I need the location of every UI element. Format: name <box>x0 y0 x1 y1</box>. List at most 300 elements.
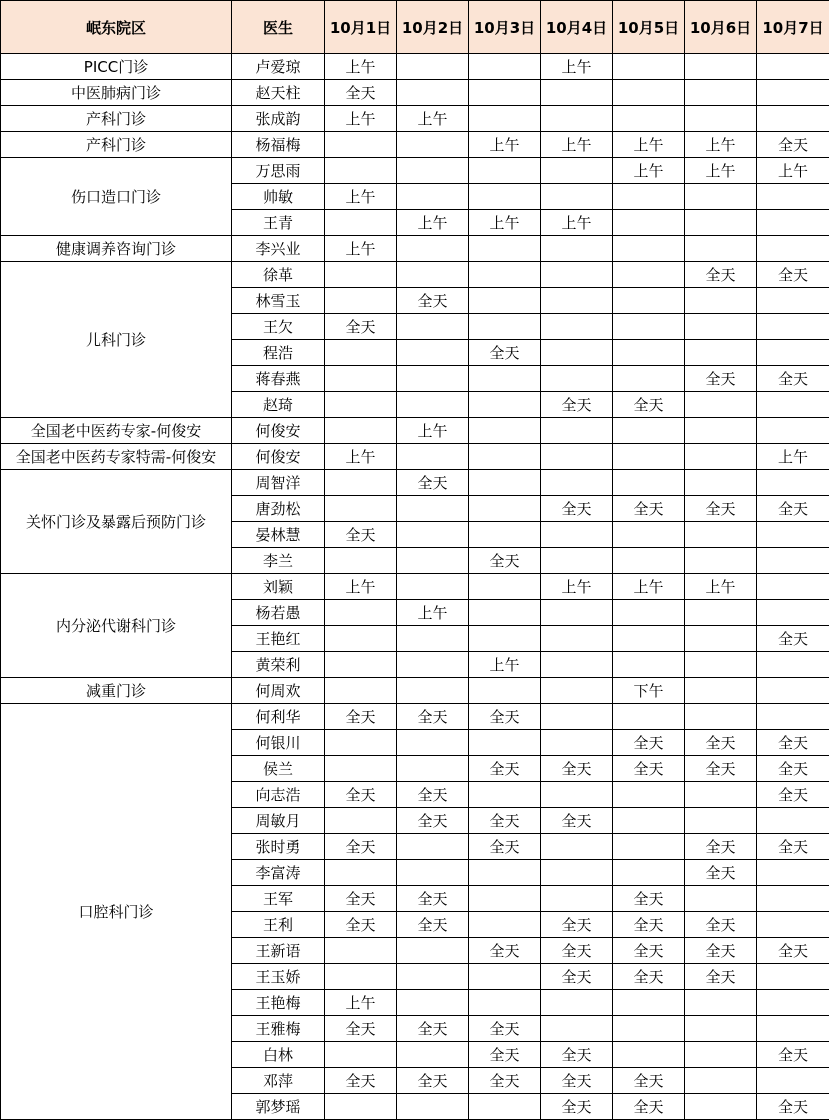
slot-cell <box>685 678 757 704</box>
slot-cell: 上午 <box>613 158 685 184</box>
slot-cell <box>685 470 757 496</box>
doctor-name-cell: 林雪玉 <box>232 288 325 314</box>
slot-cell <box>469 288 541 314</box>
slot-cell <box>469 184 541 210</box>
slot-cell <box>685 522 757 548</box>
slot-cell <box>613 366 685 392</box>
slot-cell <box>541 366 613 392</box>
slot-cell <box>397 938 469 964</box>
slot-cell: 全天 <box>541 756 613 782</box>
slot-cell <box>613 808 685 834</box>
slot-cell: 全天 <box>325 886 397 912</box>
slot-cell <box>325 470 397 496</box>
slot-cell <box>469 730 541 756</box>
slot-cell <box>469 912 541 938</box>
doctor-name-cell: 王欠 <box>232 314 325 340</box>
department-cell: 儿科门诊 <box>1 262 232 418</box>
slot-cell <box>325 756 397 782</box>
slot-cell <box>757 106 829 132</box>
slot-cell <box>613 834 685 860</box>
slot-cell: 全天 <box>325 1016 397 1042</box>
slot-cell <box>757 808 829 834</box>
slot-cell <box>469 522 541 548</box>
slot-cell <box>541 860 613 886</box>
slot-cell <box>325 1042 397 1068</box>
slot-cell <box>469 964 541 990</box>
doctor-name-cell: 何周欢 <box>232 678 325 704</box>
slot-cell: 上午 <box>325 444 397 470</box>
slot-cell <box>685 210 757 236</box>
slot-cell <box>541 314 613 340</box>
slot-cell: 全天 <box>757 834 829 860</box>
slot-cell <box>397 392 469 418</box>
doctor-name-cell: 黄荣利 <box>232 652 325 678</box>
slot-cell <box>325 262 397 288</box>
slot-cell <box>685 340 757 366</box>
table-row <box>1 574 829 600</box>
header-row <box>1 1 829 54</box>
header-date: 10月4日 <box>541 1 613 54</box>
slot-cell: 全天 <box>325 314 397 340</box>
doctor-name-cell: 张成韵 <box>232 106 325 132</box>
table-row <box>1 678 829 704</box>
slot-cell <box>397 80 469 106</box>
slot-cell: 全天 <box>325 1068 397 1094</box>
header-date: 10月5日 <box>613 1 685 54</box>
table-row <box>1 54 829 80</box>
slot-cell: 全天 <box>757 132 829 158</box>
slot-cell <box>325 652 397 678</box>
doctor-name-cell: 帅敏 <box>232 184 325 210</box>
slot-cell <box>397 158 469 184</box>
slot-cell <box>613 704 685 730</box>
slot-cell: 全天 <box>469 756 541 782</box>
slot-cell <box>613 522 685 548</box>
slot-cell: 上午 <box>325 574 397 600</box>
slot-cell <box>469 314 541 340</box>
slot-cell <box>397 626 469 652</box>
slot-cell <box>397 756 469 782</box>
department-cell: 内分泌代谢科门诊 <box>1 574 232 678</box>
slot-cell: 上午 <box>613 132 685 158</box>
slot-cell <box>685 444 757 470</box>
slot-cell: 全天 <box>541 1068 613 1094</box>
slot-cell <box>757 1068 829 1094</box>
slot-cell <box>757 54 829 80</box>
slot-cell <box>469 444 541 470</box>
slot-cell <box>541 834 613 860</box>
slot-cell <box>685 704 757 730</box>
slot-cell: 上午 <box>541 54 613 80</box>
header-date: 10月3日 <box>469 1 541 54</box>
slot-cell <box>685 548 757 574</box>
slot-cell <box>397 262 469 288</box>
slot-cell <box>325 808 397 834</box>
slot-cell <box>613 236 685 262</box>
slot-cell: 上午 <box>757 158 829 184</box>
slot-cell: 全天 <box>469 808 541 834</box>
slot-cell: 全天 <box>469 1016 541 1042</box>
slot-cell: 全天 <box>469 1068 541 1094</box>
doctor-name-cell: 周敏月 <box>232 808 325 834</box>
slot-cell <box>757 600 829 626</box>
slot-cell <box>397 366 469 392</box>
slot-cell: 全天 <box>613 886 685 912</box>
slot-cell <box>613 210 685 236</box>
doctor-name-cell: 王青 <box>232 210 325 236</box>
slot-cell: 下午 <box>613 678 685 704</box>
doctor-name-cell: 何银川 <box>232 730 325 756</box>
slot-cell: 全天 <box>325 782 397 808</box>
slot-cell <box>397 574 469 600</box>
slot-cell <box>325 366 397 392</box>
slot-cell: 全天 <box>397 808 469 834</box>
slot-cell <box>541 418 613 444</box>
slot-cell <box>469 392 541 418</box>
slot-cell <box>325 678 397 704</box>
slot-cell: 全天 <box>325 912 397 938</box>
slot-cell <box>469 470 541 496</box>
slot-cell <box>541 184 613 210</box>
slot-cell <box>541 990 613 1016</box>
slot-cell <box>613 418 685 444</box>
slot-cell <box>397 548 469 574</box>
doctor-name-cell: 李富涛 <box>232 860 325 886</box>
department-cell: 关怀门诊及暴露后预防门诊 <box>1 470 232 574</box>
slot-cell: 全天 <box>541 1094 613 1120</box>
slot-cell <box>541 340 613 366</box>
slot-cell <box>613 340 685 366</box>
slot-cell: 全天 <box>613 730 685 756</box>
slot-cell: 上午 <box>541 210 613 236</box>
slot-cell <box>397 990 469 1016</box>
slot-cell <box>757 704 829 730</box>
department-cell: 产科门诊 <box>1 132 232 158</box>
slot-cell <box>685 184 757 210</box>
slot-cell: 上午 <box>397 106 469 132</box>
slot-cell <box>613 262 685 288</box>
slot-cell: 上午 <box>685 574 757 600</box>
slot-cell <box>469 574 541 600</box>
slot-cell <box>541 158 613 184</box>
doctor-name-cell: 李兰 <box>232 548 325 574</box>
slot-cell: 全天 <box>397 912 469 938</box>
slot-cell <box>469 366 541 392</box>
slot-cell <box>469 1094 541 1120</box>
slot-cell <box>613 1042 685 1068</box>
slot-cell <box>541 262 613 288</box>
department-cell: 产科门诊 <box>1 106 232 132</box>
slot-cell <box>757 288 829 314</box>
slot-cell <box>757 210 829 236</box>
slot-cell: 上午 <box>397 210 469 236</box>
slot-cell <box>613 470 685 496</box>
slot-cell: 上午 <box>397 600 469 626</box>
slot-cell <box>757 886 829 912</box>
slot-cell: 上午 <box>469 132 541 158</box>
slot-cell <box>757 678 829 704</box>
doctor-name-cell: 侯兰 <box>232 756 325 782</box>
slot-cell: 全天 <box>613 1068 685 1094</box>
slot-cell <box>757 314 829 340</box>
slot-cell: 上午 <box>757 444 829 470</box>
doctor-name-cell: 何俊安 <box>232 444 325 470</box>
slot-cell <box>397 340 469 366</box>
slot-cell: 全天 <box>613 496 685 522</box>
slot-cell: 全天 <box>469 834 541 860</box>
slot-cell: 全天 <box>685 938 757 964</box>
doctor-name-cell: 李兴业 <box>232 236 325 262</box>
slot-cell: 上午 <box>685 158 757 184</box>
slot-cell <box>397 444 469 470</box>
slot-cell <box>757 522 829 548</box>
slot-cell <box>397 1094 469 1120</box>
slot-cell <box>541 470 613 496</box>
slot-cell: 全天 <box>541 938 613 964</box>
slot-cell <box>685 106 757 132</box>
department-cell: PICC门诊 <box>1 54 232 80</box>
slot-cell: 全天 <box>469 548 541 574</box>
doctor-name-cell: 周智洋 <box>232 470 325 496</box>
department-cell: 全国老中医药专家-何俊安 <box>1 418 232 444</box>
slot-cell <box>325 600 397 626</box>
slot-cell <box>685 782 757 808</box>
doctor-name-cell: 杨若愚 <box>232 600 325 626</box>
slot-cell <box>469 236 541 262</box>
header-date: 10月1日 <box>325 1 397 54</box>
slot-cell: 全天 <box>613 912 685 938</box>
slot-cell <box>613 626 685 652</box>
slot-cell <box>685 288 757 314</box>
department-cell: 口腔科门诊 <box>1 704 232 1120</box>
doctor-name-cell: 王艳红 <box>232 626 325 652</box>
slot-cell <box>469 106 541 132</box>
slot-cell <box>325 418 397 444</box>
department-cell: 伤口造口门诊 <box>1 158 232 236</box>
slot-cell <box>613 600 685 626</box>
slot-cell <box>685 314 757 340</box>
slot-cell: 上午 <box>685 132 757 158</box>
slot-cell <box>469 80 541 106</box>
slot-cell <box>541 782 613 808</box>
slot-cell <box>469 600 541 626</box>
doctor-name-cell: 何利华 <box>232 704 325 730</box>
slot-cell <box>541 678 613 704</box>
slot-cell <box>325 860 397 886</box>
table-row <box>1 132 829 158</box>
slot-cell <box>685 236 757 262</box>
slot-cell <box>397 678 469 704</box>
slot-cell <box>541 522 613 548</box>
slot-cell: 全天 <box>685 496 757 522</box>
slot-cell: 全天 <box>757 782 829 808</box>
slot-cell <box>469 496 541 522</box>
slot-cell <box>613 548 685 574</box>
slot-cell <box>469 626 541 652</box>
slot-cell <box>613 990 685 1016</box>
slot-cell <box>541 80 613 106</box>
slot-cell: 全天 <box>757 938 829 964</box>
slot-cell <box>541 704 613 730</box>
slot-cell <box>757 574 829 600</box>
slot-cell <box>757 340 829 366</box>
slot-cell: 全天 <box>541 808 613 834</box>
slot-cell: 上午 <box>325 236 397 262</box>
slot-cell <box>613 444 685 470</box>
doctor-name-cell: 赵天柱 <box>232 80 325 106</box>
header-campus: 岷东院区 <box>1 1 232 54</box>
slot-cell <box>469 990 541 1016</box>
doctor-name-cell: 王利 <box>232 912 325 938</box>
slot-cell <box>469 54 541 80</box>
slot-cell <box>685 1016 757 1042</box>
slot-cell <box>397 132 469 158</box>
slot-cell: 上午 <box>469 210 541 236</box>
header-doctor: 医生 <box>232 1 325 54</box>
slot-cell: 全天 <box>757 730 829 756</box>
slot-cell: 全天 <box>685 834 757 860</box>
slot-cell <box>757 392 829 418</box>
doctor-name-cell: 张时勇 <box>232 834 325 860</box>
table-row <box>1 106 829 132</box>
header-date: 10月6日 <box>685 1 757 54</box>
slot-cell <box>757 652 829 678</box>
slot-cell <box>757 236 829 262</box>
slot-cell <box>757 964 829 990</box>
slot-cell <box>757 548 829 574</box>
slot-cell <box>757 418 829 444</box>
table-row <box>1 236 829 262</box>
slot-cell <box>397 1042 469 1068</box>
slot-cell: 全天 <box>685 860 757 886</box>
slot-cell <box>397 184 469 210</box>
slot-cell: 全天 <box>397 886 469 912</box>
slot-cell <box>469 418 541 444</box>
slot-cell: 上午 <box>325 54 397 80</box>
slot-cell <box>613 1016 685 1042</box>
slot-cell: 全天 <box>469 938 541 964</box>
header-date: 10月7日 <box>757 1 829 54</box>
slot-cell <box>541 886 613 912</box>
table-row <box>1 418 829 444</box>
slot-cell <box>397 964 469 990</box>
slot-cell <box>685 808 757 834</box>
slot-cell: 全天 <box>757 756 829 782</box>
slot-cell <box>541 548 613 574</box>
slot-cell: 全天 <box>397 1068 469 1094</box>
slot-cell: 全天 <box>469 1042 541 1068</box>
slot-cell <box>613 80 685 106</box>
slot-cell <box>685 886 757 912</box>
slot-cell: 全天 <box>397 288 469 314</box>
slot-cell <box>613 184 685 210</box>
doctor-name-cell: 邓萍 <box>232 1068 325 1094</box>
slot-cell <box>541 1016 613 1042</box>
slot-cell <box>469 860 541 886</box>
slot-cell <box>757 80 829 106</box>
department-cell: 中医肺病门诊 <box>1 80 232 106</box>
slot-cell <box>325 392 397 418</box>
slot-cell <box>325 288 397 314</box>
slot-cell <box>613 782 685 808</box>
slot-cell <box>469 886 541 912</box>
slot-cell: 全天 <box>325 80 397 106</box>
doctor-name-cell: 刘颖 <box>232 574 325 600</box>
slot-cell <box>325 340 397 366</box>
slot-cell <box>613 288 685 314</box>
slot-cell <box>757 470 829 496</box>
doctor-name-cell: 唐劲松 <box>232 496 325 522</box>
slot-cell: 全天 <box>469 704 541 730</box>
slot-cell <box>613 106 685 132</box>
doctor-name-cell: 赵琦 <box>232 392 325 418</box>
doctor-name-cell: 何俊安 <box>232 418 325 444</box>
slot-cell <box>325 132 397 158</box>
slot-cell: 全天 <box>757 1042 829 1068</box>
doctor-name-cell: 晏林慧 <box>232 522 325 548</box>
slot-cell <box>397 496 469 522</box>
doctor-name-cell: 卢爱琼 <box>232 54 325 80</box>
slot-cell: 全天 <box>685 912 757 938</box>
slot-cell: 全天 <box>757 366 829 392</box>
slot-cell <box>757 990 829 1016</box>
slot-cell <box>541 626 613 652</box>
table-row <box>1 158 829 184</box>
slot-cell <box>685 990 757 1016</box>
doctor-name-cell: 徐革 <box>232 262 325 288</box>
slot-cell: 全天 <box>541 912 613 938</box>
slot-cell: 全天 <box>541 964 613 990</box>
slot-cell <box>397 860 469 886</box>
slot-cell <box>541 444 613 470</box>
doctor-name-cell: 杨福梅 <box>232 132 325 158</box>
slot-cell: 全天 <box>541 1042 613 1068</box>
slot-cell <box>325 626 397 652</box>
slot-cell: 全天 <box>325 704 397 730</box>
slot-cell <box>685 626 757 652</box>
slot-cell: 全天 <box>613 1094 685 1120</box>
slot-cell: 上午 <box>541 132 613 158</box>
slot-cell <box>325 548 397 574</box>
slot-cell <box>685 652 757 678</box>
slot-cell: 上午 <box>325 184 397 210</box>
slot-cell <box>397 522 469 548</box>
table-row <box>1 444 829 470</box>
slot-cell <box>685 80 757 106</box>
slot-cell <box>685 418 757 444</box>
slot-cell <box>469 262 541 288</box>
doctor-name-cell: 郭梦瑶 <box>232 1094 325 1120</box>
slot-cell <box>469 782 541 808</box>
slot-cell <box>325 210 397 236</box>
doctor-name-cell: 王艳梅 <box>232 990 325 1016</box>
department-cell: 健康调养咨询门诊 <box>1 236 232 262</box>
slot-cell: 全天 <box>397 1016 469 1042</box>
slot-cell <box>613 652 685 678</box>
slot-cell: 全天 <box>613 756 685 782</box>
header-date: 10月2日 <box>397 1 469 54</box>
slot-cell: 全天 <box>397 470 469 496</box>
slot-cell: 全天 <box>685 756 757 782</box>
slot-cell <box>541 600 613 626</box>
slot-cell: 全天 <box>613 392 685 418</box>
slot-cell <box>541 730 613 756</box>
slot-cell <box>397 652 469 678</box>
slot-cell <box>469 678 541 704</box>
slot-cell <box>541 288 613 314</box>
slot-cell: 全天 <box>757 1094 829 1120</box>
slot-cell: 上午 <box>325 106 397 132</box>
